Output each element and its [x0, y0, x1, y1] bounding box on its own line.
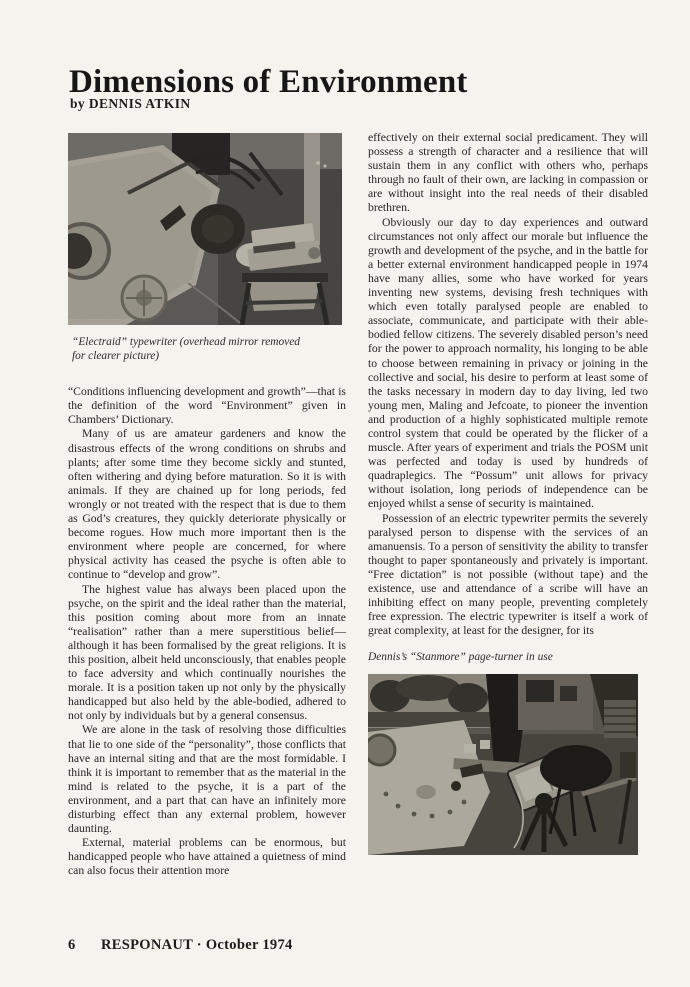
electraid-typewriter-photo	[68, 133, 346, 325]
body-paragraph: The highest value has always been placed upon the psyche, on the spirit and the ideal rather than the material, this position coming about more from an innate “realisation” rather than a mere superstitious belief—although it has been formalised by the great religions. It is this position, albeit held unconsciously, that enables people to face adversity and which continually nourishes the morale. It is a position taken up not only by the physically handicapped but also held by the able-bodied, adhered to not only by individuals but by a general consensus.	[68, 582, 346, 723]
body-paragraph: External, material problems can be enormous, but handicapped people who have attained a quietness of mind can also focus their attention more	[68, 836, 346, 878]
stanmore-page-turner-photo-art	[368, 674, 638, 855]
page-title: Dimensions of Environment	[69, 64, 468, 101]
journal-issue-line: RESPONAUT · October 1974	[101, 937, 293, 953]
electraid-typewriter-photo-art	[68, 133, 342, 325]
photo2-caption: Dennis’s “Stanmore” page-turner in use	[368, 651, 553, 664]
left-column-text	[68, 385, 346, 878]
left-column	[68, 133, 346, 878]
right-column	[368, 131, 648, 855]
body-paragraph: effectively on their external social predicament. They will possess a strength of character and a resilience that will sustain them in any conflict with others who, perhaps through no fault of their own, are lacking in compassion or are without insight into the real needs of their disabled brethren.	[368, 131, 648, 215]
page-number: 6	[68, 937, 76, 953]
body-paragraph: We are alone in the task of resolving those difficulties that lie to one side of the “personality”, those conflicts that have an internal siting and that are the most formidable. I think it is important to remember that as the material in the mind is related to the psyche, it is a part of the environment, and a part that can have an infinitely more disturbing effect than any external problem, however daunting.	[68, 723, 346, 836]
body-paragraph: “Conditions influencing development and growth”—that is the definition of the word “Environment” given in Chambers’ Dictionary.	[68, 385, 346, 427]
body-paragraph: Possession of an electric typewriter permits the severely paralysed person to dispense with the services of an amanuensis. To a person of sensitivity the ability to transfer thought to paper spontaneously and privately is important. “Free dictation” is not possible (without tape) and the existence, use and attendance of a scribe will have an inhibiting effect on many people, preventing completely free expression. The electric typewriter is itself a work of great complexity, at least for the designer, for its	[368, 511, 648, 638]
body-paragraph: Obviously our day to day experiences and outward circumstances not only affect our morale but influence the growth and development of the psyche, and in the battle for a better external environment handicapped people in 1974 have many allies, some who have worked for years inventing new systems, devising fresh techniques with which even totally paralysed people are enabled to associate, communicate, and participate with their able-bodied fellow citizens. The severely disabled person’s need for the power to approach normality, his longing to be able to choose between remaining in privacy or joining in the collective and social, his desire to perform at least some of the tasks necessary in modern day to day living, led two young men, Maling and Jefcoate, to pioneer the invention and production of a highly sophisticated multiple remote control system that could be operated by the flicker of a muscle. After years of experiment and trials the POSM unit was perfected and today is used by hundreds of quadraplegics. The “Possum” unit allows for privacy without isolation, long periods of independence can be enjoyed whilst a sense of security is maintained.	[368, 215, 648, 511]
photo1-caption: “Electraid” typewriter (overhead mirror removed for clearer picture)	[72, 336, 300, 362]
page-footer	[68, 937, 293, 954]
right-column-text	[368, 131, 648, 638]
body-paragraph: Many of us are amateur gardeners and know the disastrous effects of the wrong conditions on shrubs and plants; after some time they become sickly and stunted, often withering and dying before maturation. So it is with animals. If they are chained up for long periods, fed wrongly or not treated with the respect that is due to them as God’s creatures, they quickly deteriorate physically or become rogues. How much more important then is the environment where people are concerned, for where physical activity has ceased the psyche is often able to continue to “develop and grow”.	[68, 427, 346, 582]
stanmore-page-turner-photo	[368, 674, 648, 855]
byline: by DENNIS ATKIN	[70, 96, 191, 111]
